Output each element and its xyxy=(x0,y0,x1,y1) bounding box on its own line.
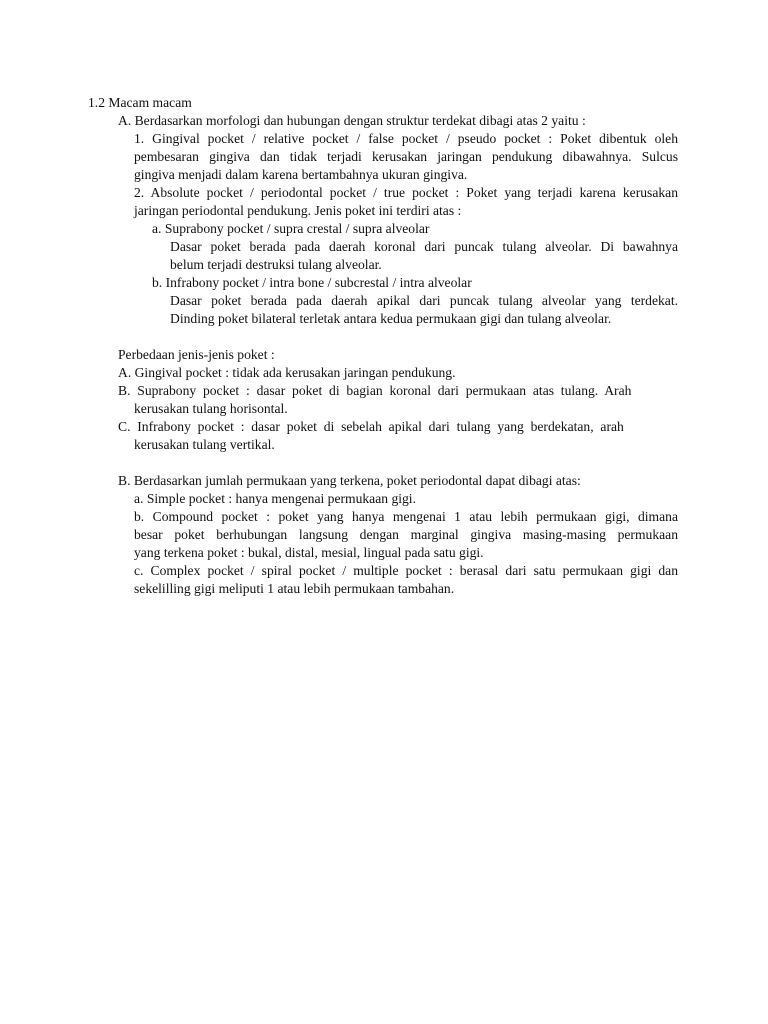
part-a-heading: A. Berdasarkan morfologi dan hubungan dengan struktur terdekat dibagi atas 2 yaitu : xyxy=(118,113,586,128)
complex-pocket-line: sekelilling gigi meliputi 1 atau lebih permukaan tambahan. xyxy=(134,581,455,596)
suprabony-desc-line: belum terjadi destruksi tulang alveolar. xyxy=(170,257,382,272)
compound-pocket-line: besar poket berhubungan langsung dengan marginal gingiva masing-masing permukaan xyxy=(134,527,678,542)
item-1-line: pembesaran gingiva dan tidak terjadi kerusakan jaringan pendukung dibawahnya. Sulcus xyxy=(134,149,678,164)
perbedaan-heading: Perbedaan jenis-jenis poket : xyxy=(118,347,275,362)
part-b-heading: B. Berdasarkan jumlah permukaan yang terkena, poket periodontal dapat dibagi atas: xyxy=(118,473,581,488)
simple-pocket: a. Simple pocket : hanya mengenai permukaan gigi. xyxy=(134,491,416,506)
compound-pocket-line: yang terkena poket : bukal, distal, mesial, lingual pada satu gigi. xyxy=(134,545,484,560)
perbedaan-item-b-line: kerusakan tulang horisontal. xyxy=(134,401,288,416)
perbedaan-item-b-line: B. Suprabony pocket : dasar poket di bagian koronal dari permukaan atas tulang. Arah xyxy=(118,383,632,398)
suprabony-title: a. Suprabony pocket / supra crestal / supra alveolar xyxy=(152,221,430,236)
infrabony-desc-line: Dinding poket bilateral terletak antara kedua permukaan gigi dan tulang alveolar. xyxy=(170,311,612,326)
item-2-line: 2. Absolute pocket / periodontal pocket / true pocket : Poket yang terjadi karena kerusakan xyxy=(134,185,678,200)
complex-pocket-line: c. Complex pocket / spiral pocket / multiple pocket : berasal dari satu permukaan gigi dan xyxy=(134,563,678,578)
item-1-line: gingiva menjadi dalam karena bertambahnya ukuran gingiva. xyxy=(134,167,468,182)
infrabony-title: b. Infrabony pocket / intra bone / subcrestal / intra alveolar xyxy=(152,275,472,290)
compound-pocket-line: b. Compound pocket : poket yang hanya mengenai 1 atau lebih permukaan gigi, dimana xyxy=(134,509,678,524)
infrabony-desc-line: Dasar poket berada pada daerah apikal dari puncak tulang alveolar yang terdekat. xyxy=(170,293,678,308)
perbedaan-item-c-line: C. Infrabony pocket : dasar poket di sebelah apikal dari tulang yang berdekatan, arah xyxy=(118,419,624,434)
suprabony-desc-line: Dasar poket berada pada daerah koronal dari puncak tulang alveolar. Di bawahnya xyxy=(170,239,678,254)
item-1-line: 1. Gingival pocket / relative pocket / false pocket / pseudo pocket : Poket dibentuk oleh xyxy=(134,131,678,146)
perbedaan-item-c-line: kerusakan tulang vertikal. xyxy=(134,437,275,452)
perbedaan-item-a: A. Gingival pocket : tidak ada kerusakan jaringan pendukung. xyxy=(118,365,456,380)
section-title: 1.2 Macam macam xyxy=(88,95,192,110)
item-2-line: jaringan periodontal pendukung. Jenis poket ini terdiri atas : xyxy=(134,203,462,218)
